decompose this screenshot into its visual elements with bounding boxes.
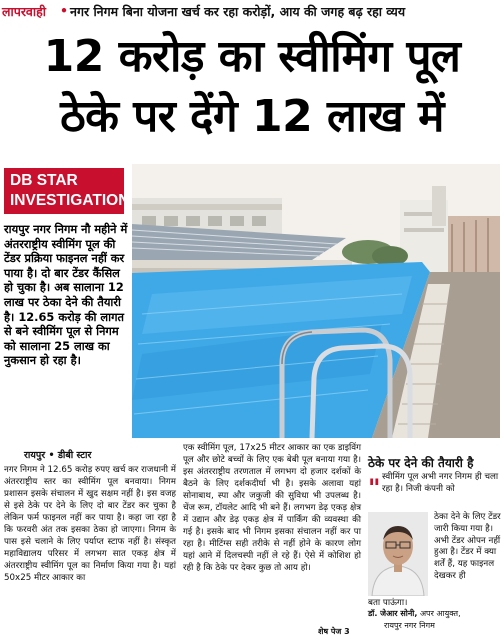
continued-notice: शेष पेज 3 bbox=[318, 627, 350, 636]
kicker-bullet: • bbox=[60, 3, 68, 18]
badge-line-2: INVESTIGATION bbox=[10, 192, 130, 209]
pull-quote: रायपुर नगर निगम नौ महीने में अंतरराष्ट्रीय स्वीमिंग पूल की टेंडर प्रक्रिया फाइनल नहीं कर पाया है। दो बार टेंडर कैंसिल हो चुका है। अब सालाना 12 लाख पर ठेका देने की तैयारी है। 12.65 करोड़ की लागत से बने स्वीमिंग पूल से निगम को सालाना 25 लाख का नुकसान हो रहा है। bbox=[4, 222, 130, 368]
official-org: रायपुर नगर निगम bbox=[384, 621, 435, 630]
top-kicker-line bbox=[0, 0, 504, 22]
headline-line-2: ठेके पर देंगे 12 लाख में bbox=[60, 91, 444, 142]
badge-line-1: DB STAR bbox=[10, 172, 78, 189]
sidebar-quote-bottom: बता पाऊंगा। bbox=[368, 598, 408, 608]
swimming-pool-photo bbox=[132, 164, 500, 438]
article-column-1: नगर निगम ने 12.65 करोड़ रुपए खर्च कर राजधानी में अंतरराष्ट्रीय स्तर का स्वीमिंग पूल बनवाया। निगम प्रशासन इसके संचालन में खुद सक्षम नहीं है। इस वजह से इसे ठेके पर देने के लिए दो बार टेंडर कर चुका है लेकिन फर्म फाइनल नहीं कर पाया है। कहा जा रहा है कि फरवरी अंत तक इसका ठेका हो जाएगा। निगम के पास इसे चलाने के लिए पर्याप्त स्टाफ नहीं है। संस्कृत महाविद्यालय परिसर में लगभग सात एकड़ क्षेत्र में अंतरराष्ट्रीय स्वीमिंग पूल का निर्माण किया गया है। यहां 50x25 मीटर आकार का bbox=[4, 465, 176, 583]
official-portrait bbox=[368, 512, 428, 596]
article-column-2: एक स्वीमिंग पूल, 17x25 मीटर आकार का एक डाइविंग पूल और छोटे बच्चों के लिए एक बेबी पूल बनाया गया है। इस अंतरराष्ट्रीय तरणताल में लगभग दो हजार दर्शकों के बैठने के लिए दर्शकदीर्घा भी है। इसके अलावा यहां सोनाबाथ, स्पा और जकुजी की सुविधा भी उपलब्ध है। चेंज रूम, टॉयलेट आदि भी बने हैं। लगभग डेढ़ एकड़ क्षेत्र में उद्यान और डेढ़ एकड़ क्षेत्र में पार्किंग की व्यवस्था की गई है। इसके बाद भी निगम इसका संचालन नहीं कर पा रहा है। मीटिंग्स सही तरीके से नहीं होने के कारण लोग यहां आने में दिलचस्पी नहीं ले रहे हैं। ऐसे में कोशिश हो रही है कि ठेके पर देकर कुछ तो आय हो। bbox=[183, 443, 361, 573]
portrait-caption bbox=[368, 608, 461, 619]
byline: रायपुर • डीबी स्टार bbox=[24, 450, 92, 461]
official-role: अपर आयुक्त, bbox=[419, 609, 461, 618]
sidebar-quote-right: ठेका देने के लिए टेंडर जारी किया गया है। अभी टेंडर ओपन नहीं हुआ है। टेंडर में क्या शर्तें हैं, यह फाइनल देखकर ही bbox=[434, 512, 501, 581]
deck-text: नगर निगम बिना योजना खर्च कर रहा करोड़ों, आय की जगह बढ़ रहा व्यय bbox=[70, 4, 406, 19]
sidebar-heading: ठेके पर देने की तैयारी है bbox=[368, 456, 474, 470]
quote-mark-icon: " bbox=[368, 474, 381, 502]
investigation-badge bbox=[4, 168, 130, 214]
headline-line-1: 12 करोड़ का स्वीमिंग पूल bbox=[43, 31, 461, 82]
official-name: डॉ. जेआर सोनी, bbox=[368, 609, 418, 618]
section-kicker: लापरवाही bbox=[2, 4, 46, 19]
sidebar-quote-top: स्वीमिंग पूल अभी नगर निगम ही चला रहा है। निजी कंपनी को bbox=[382, 472, 499, 494]
